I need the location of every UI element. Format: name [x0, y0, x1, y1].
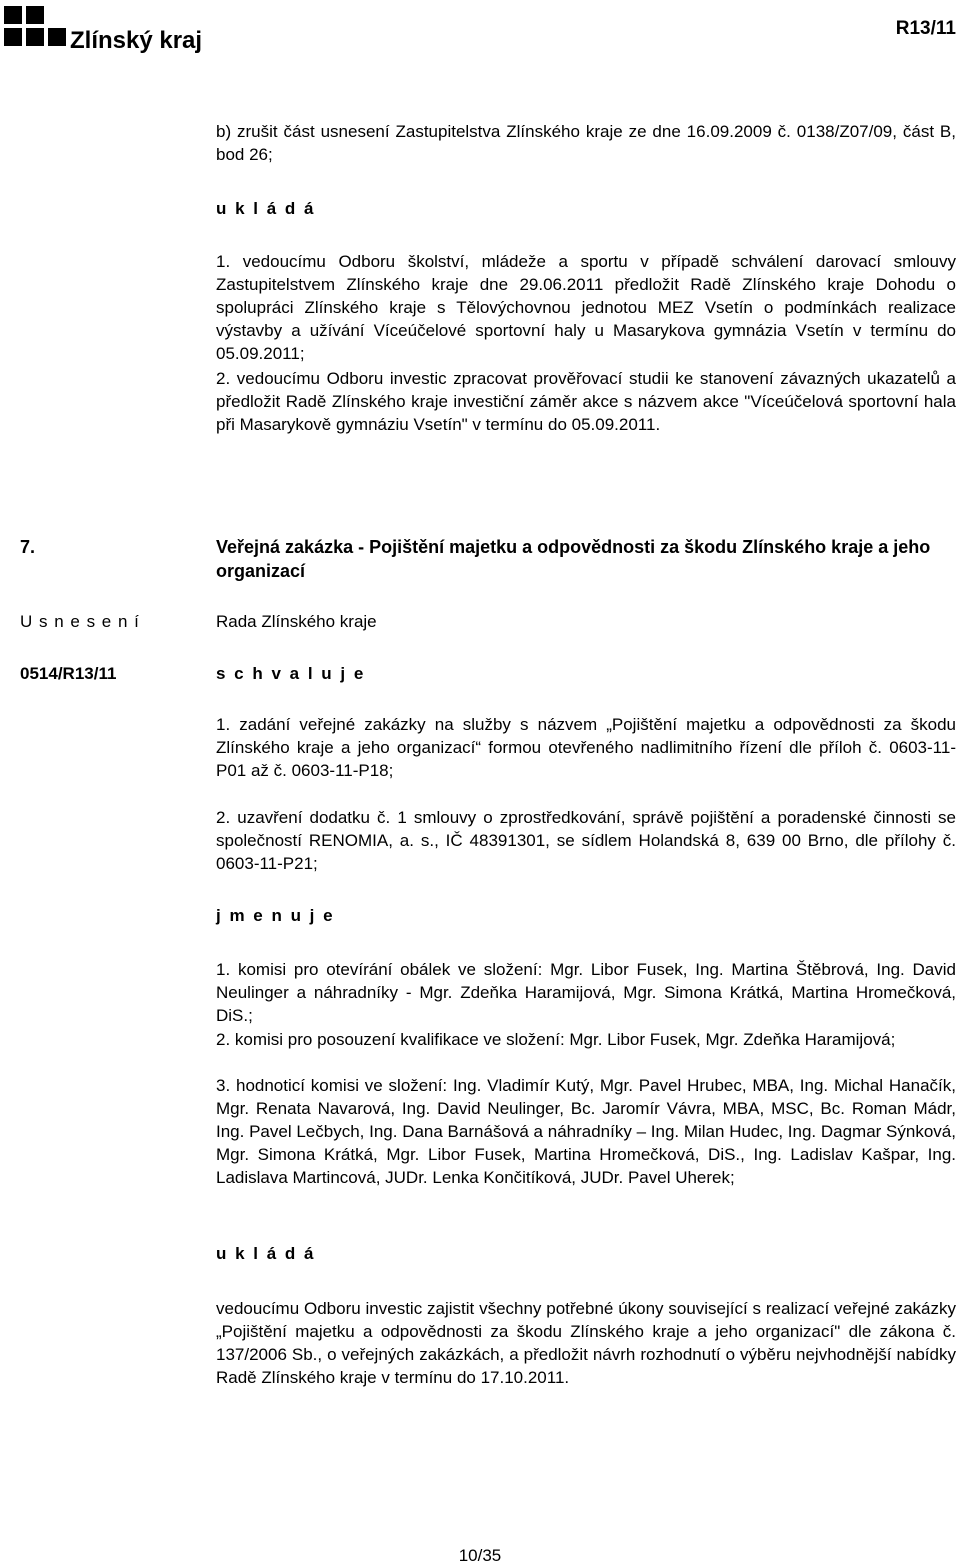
committee-item-2: 2. komisi pro posouzení kvalifikace ve složení: Mgr. Libor Fusek, Mgr. Zdeňka Haramijová; [216, 1030, 896, 1049]
resolution-number: 0514/R13/11 [20, 664, 117, 683]
approval-item-1: 1. zadání veřejné zakázky na služby s názvem „Pojištění majetku a odpovědnosti za škodu Zlínského kraje a jeho organizací“ formou otevřeného nadlimitního řízení dle příloh č. 0603-11-P01 až č. 0603-11-P18; [216, 715, 956, 780]
committee-item-3: 3. hodnoticí komisi ve složení: Ing. Vladimír Kutý, Mgr. Pavel Hrubec, MBA, Ing. Michal Hanačík, Mgr. Renata Navarová, Ing. David Neulinger, Bc. Jaromír Vávra, MBA, MSC, Bc. Roman Mádr, Ing. Pavel Lečbych, Ing. Dana Barnášová a náhradníky – Ing. Milan Hudec, Ing. Dagmar Sýnková, Mgr. Simona Krátká, Mgr. Libor Fusek, Martina Hromečková, DiS., Ing. Ladislav Kašpar, Ing. Ladislava Martincová, JUDr. Lenka Končitíková, JUDr. Pavel Uherek; [216, 1076, 956, 1187]
page-header [0, 0, 960, 60]
jmenuje-heading: j m e n u j e [216, 906, 335, 925]
logo-text: Zlínský kraj [70, 27, 203, 54]
section-title: Veřejná zakázka - Pojištění majetku a odpovědnosti za škodu Zlínského kraje a jeho organizací [216, 537, 931, 581]
approval-item-2: 2. uzavření dodatku č. 1 smlouvy o zprostředkování, správě pojištění a poradenské činnosti se společností RENOMIA, a. s., IČ 48391301, se sídlem Holandská 8, 639 00 Brno, dle přílohy č. 0603-11-P21; [216, 808, 956, 873]
paragraph-b: b) zrušit část usnesení Zastupitelstva Zlínského kraje ze dne 16.09.2009 č. 0138/Z07/09, část B, bod 26; [216, 122, 956, 164]
uklada-heading-1: u k l á d á [216, 199, 316, 218]
page-number: 10/35 [458, 1546, 502, 1565]
usneseni-label: U s n e s e n í [20, 612, 140, 631]
document-code: R13/11 [895, 18, 956, 39]
section-number: 7. [20, 537, 36, 557]
task-item-1: 1. vedoucímu Odboru školství, mládeže a sportu v případě schválení darovací smlouvy Zastupitelstvem Zlínského kraje dne 29.06.2011 předložit Radě Zlínského kraje Dohodu o spolupráci Zlínského kraje s Tělovýchovnou jednotou MEZ Vsetín o podmínkách realizace výstavby a užívání Víceúčelové sportovní haly u Masarykova gymnázia Vsetín v termínu do 05.09.2011; [216, 252, 956, 363]
council-name: Rada Zlínského kraje [216, 612, 377, 631]
task-paragraph: vedoucímu Odboru investic zajistit všechny potřebné úkony související s realizací veřejné zakázky „Pojištění majetku a odpovědnosti za škodu Zlínského kraje a jeho organizací" dle zákona č. 137/2006 Sb., o veřejných zakázkách, a předložit návrh rozhodnutí o výběru nejvhodnější nabídky Radě Zlínského kraje v termínu do 17.10.2011. [216, 1299, 956, 1387]
zlinsky-kraj-logo [4, 6, 203, 54]
task-item-2: 2. vedoucímu Odboru investic zpracovat prověřovací studii ke stanovení závazných ukazatelů a předložit Radě Zlínského kraje investiční záměr akce s názvem akce "Víceúčelová sportovní hala při Masarykově gymnáziu Vsetín" v termínu do 05.09.2011. [216, 369, 956, 434]
uklada-heading-2: u k l á d á [216, 1244, 316, 1263]
schvaluje-heading: s c h v a l u j e [216, 664, 366, 683]
committee-item-1: 1. komisi pro otevírání obálek ve složení: Mgr. Libor Fusek, Ing. Martina Štěbrová, Ing. David Neulinger a náhradníky - Mgr. Zdeňka Haramijová, Mgr. Simona Krátká, Martina Hromečková, DiS.; [216, 960, 956, 1025]
